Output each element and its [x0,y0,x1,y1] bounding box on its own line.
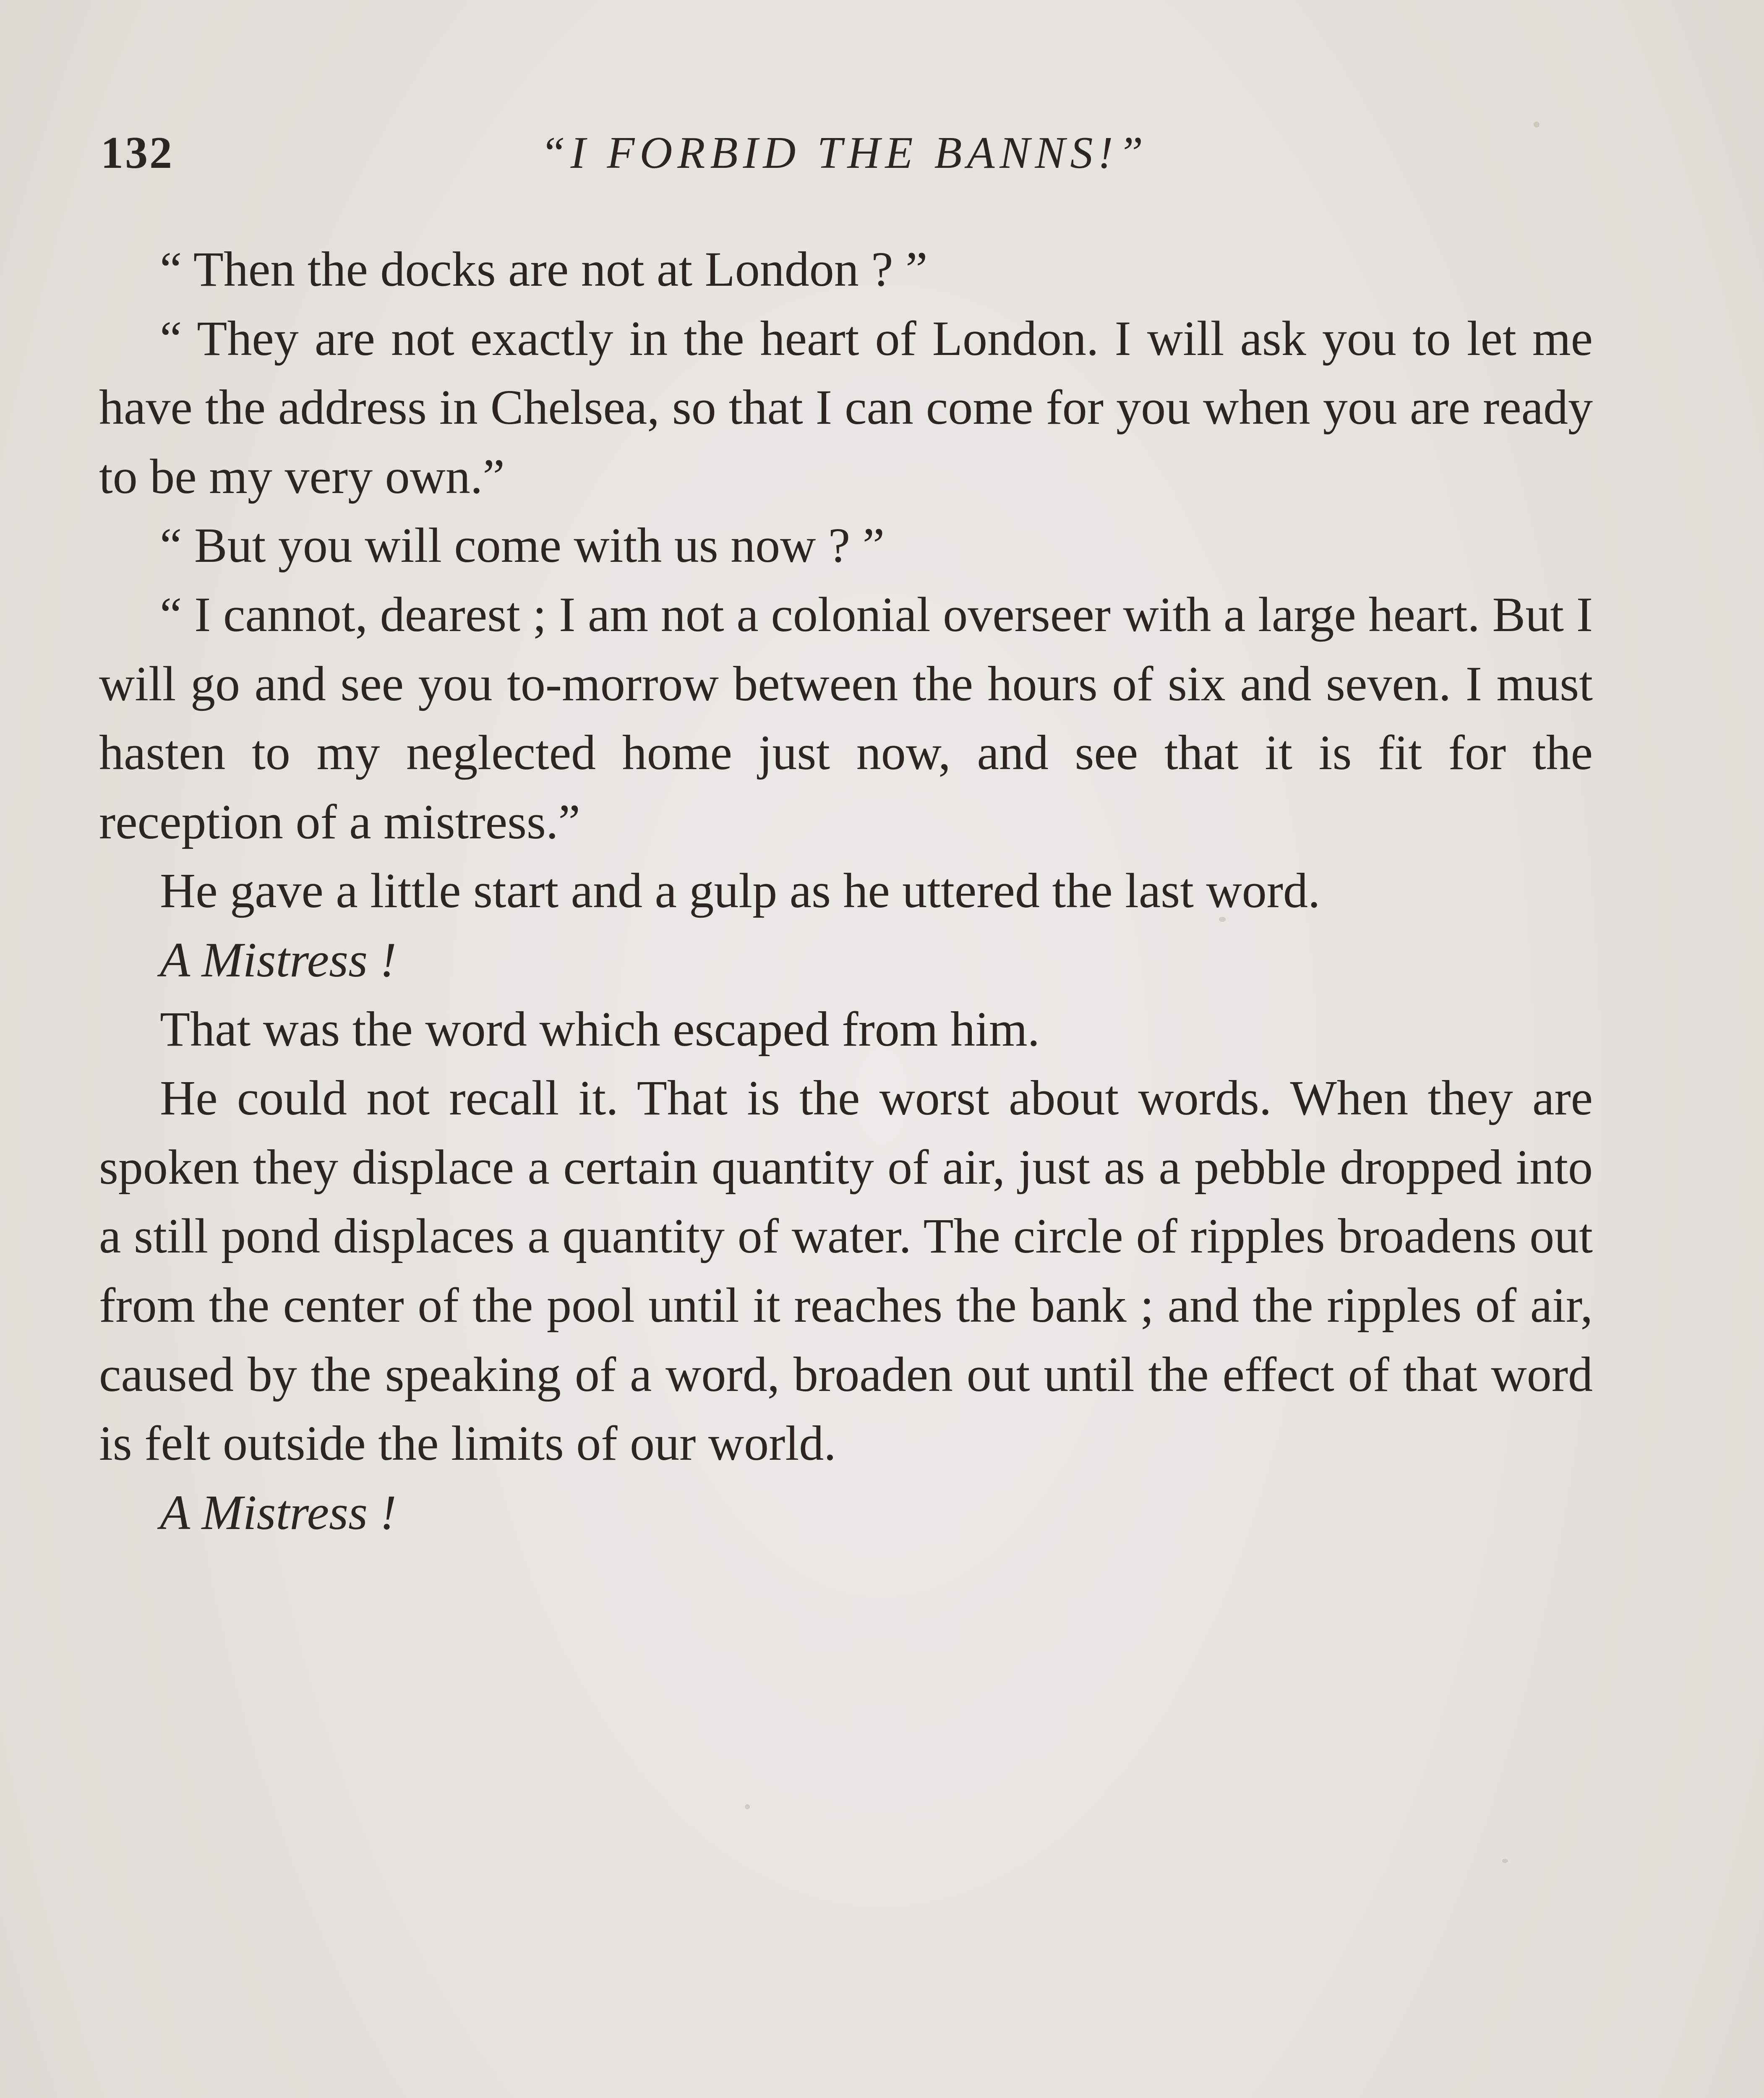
paragraph: He gave a little start and a gulp as he uttered the last word. [160,863,1320,919]
paragraph: “ I cannot, dearest ; I am not a colonial overseer with a large heart. But I will go and see you to-morrow between the hours of six and seven. I must hasten to my neglected home just now, and see that it is fit for the reception of a mistress.” [99,587,1593,849]
paragraph: “ But you will come with us now ? ” [160,518,885,573]
italic-exclamation: A Mistress ! [160,932,397,987]
page-header [101,126,1588,180]
paper-speck [1502,1859,1508,1863]
paragraph: “ Then the docks are not at London ? ” [160,242,928,297]
page-number: 132 [101,128,174,178]
italic-exclamation: A Mistress ! [160,1485,397,1540]
paragraph: “ They are not exactly in the heart of London. I will ask you to let me have the address in Chelsea, so that I can come for you when you are ready to be my very own.” [99,311,1593,504]
paragraph: That was the word which escaped from him. [160,1001,1040,1057]
paragraph: He could not recall it. That is the worst about words. When they are spoken they displace a certain quantity of air, just as a pebble dropped into a still pond displaces a quantity of water. The circle of ripples broadens out from the center of the pool until it reaches the bank ; and the ripples of air, caused by the speaking of a word, broaden out until the effect of that word is felt outside the limits of our world. [99,1070,1593,1471]
body-text [99,235,1593,1547]
running-title: “I FORBID THE BANNS!” [540,128,1148,178]
paper-speck [745,1804,750,1809]
